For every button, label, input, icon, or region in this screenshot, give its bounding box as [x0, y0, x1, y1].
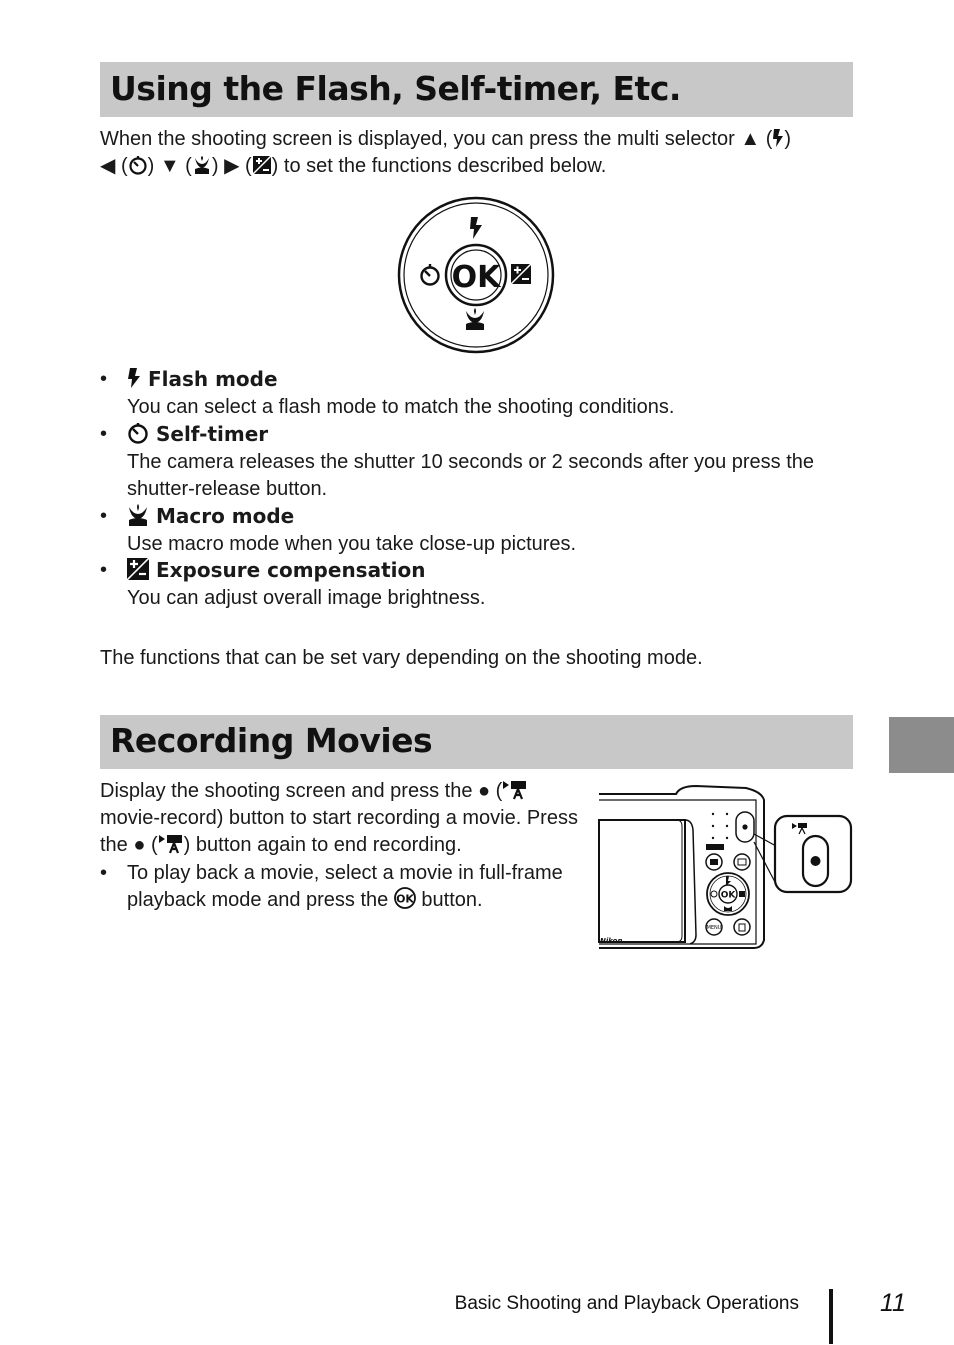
macro-mode-title: Macro mode [155, 504, 295, 528]
camera-back-illustration [596, 780, 854, 952]
playback-button [734, 854, 750, 870]
list-item-desc: Use macro mode when you take close-up pictures. [127, 533, 577, 555]
record-dot-icon: ● [478, 780, 491, 802]
movie-text-b: movie-record) button to start recording a movie. Press the [100, 807, 578, 856]
down-arrow-icon: ▼ [159, 155, 180, 177]
camera-delete-button [734, 919, 750, 935]
footer-divider [829, 1289, 833, 1344]
bullet-dot: • [100, 423, 108, 445]
list-item-title [127, 557, 425, 584]
exposure-title: Exposure compensation [155, 558, 426, 582]
list-item-macro [100, 503, 860, 557]
record-dot-icon: ● [133, 834, 146, 856]
list-item-desc: You can adjust overall image brightness. [127, 587, 486, 609]
exposure-icon [252, 155, 272, 175]
bullet-dot: • [100, 559, 108, 581]
list-item-title [127, 503, 294, 530]
intro-text-a: When the shooting screen is displayed, you can press the multi selector [100, 128, 741, 150]
svg-text:OK: OK [395, 892, 414, 906]
self-timer-icon [128, 155, 148, 175]
camera-menu-label: MENU [706, 925, 722, 931]
bullet-dot: • [100, 368, 108, 390]
scene-label-icon [706, 844, 724, 850]
multi-selector-diagram [397, 196, 555, 354]
left-arrow-icon: ◀ [100, 155, 116, 177]
ok-button-icon [394, 887, 416, 909]
bullet-dot: • [100, 862, 108, 884]
section-heading-flash: Using the Flash, Self-timer, Etc. [100, 62, 853, 117]
bullet-dot: • [100, 505, 108, 527]
list-item-title [127, 366, 278, 393]
dial-exposure-icon [511, 264, 531, 284]
list-item-self-timer [100, 421, 860, 503]
footer-chapter-label: Basic Shooting and Playback Operations [454, 1293, 799, 1314]
intro-paragraph: When the shooting screen is displayed, you can press the multi selector ▲ ( ) ◀ ( ) ▼ ( ) ▶ ( ) to set the functions described below. [100, 128, 792, 177]
section-heading-movies: Recording Movies [100, 715, 853, 769]
chapter-tab [889, 717, 954, 773]
list-item-desc: The camera releases the shutter 10 seconds or 2 seconds after you press the shutter-release button. [127, 451, 815, 500]
functions-note: The functions that can be set vary depending on the shooting mode. [100, 647, 703, 669]
playback-text-b: button. [415, 889, 483, 911]
flash-icon [772, 128, 784, 148]
flash-icon [127, 367, 141, 389]
list-item-exposure [100, 557, 860, 611]
movie-record-icon [158, 834, 184, 854]
self-timer-icon [127, 422, 149, 444]
camera-brand-label: Nikon [600, 937, 623, 945]
playback-text-a: To play back a movie, select a movie in full-frame playback mode and press the [127, 862, 563, 911]
macro-icon [127, 504, 149, 526]
macro-icon [192, 155, 212, 175]
up-arrow-icon: ▲ [740, 128, 761, 150]
movie-record-icon [502, 780, 528, 800]
exposure-icon [127, 558, 149, 580]
intro-text-b: to set the functions described below. [278, 155, 607, 177]
list-item-title [127, 421, 268, 448]
playback-desc [127, 860, 587, 914]
movie-text-c: button again to end recording. [190, 834, 462, 856]
flash-mode-title: Flash mode [147, 367, 278, 391]
movie-paragraph: Display the shooting screen and press the ● ( movie-record) button to start recording a movie. Press the ● ( ) button again to end recording. [100, 780, 578, 856]
camera-ok-label: OK [720, 890, 736, 901]
right-arrow-icon: ▶ [224, 155, 240, 177]
dial-ok-label: OK [451, 260, 501, 295]
list-item-desc: You can select a flash mode to match the shooting conditions. [127, 396, 675, 418]
movie-text-a: Display the shooting screen and press the [100, 780, 478, 802]
list-item-flash [100, 366, 860, 420]
self-timer-title: Self-timer [155, 422, 269, 446]
page-number: 11 [880, 1289, 906, 1317]
